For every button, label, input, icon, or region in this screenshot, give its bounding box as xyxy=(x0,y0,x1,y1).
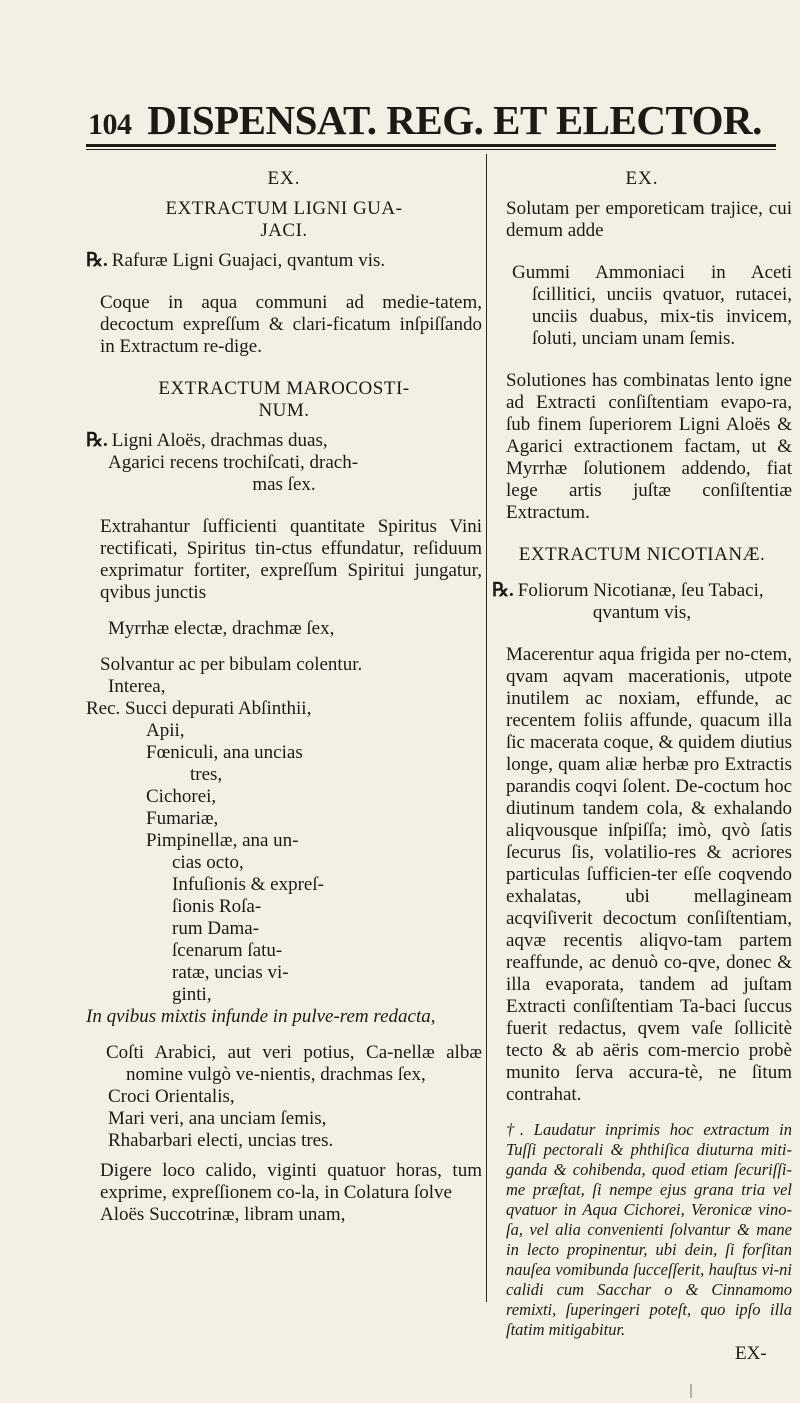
recipe-ingredient: rum Dama- xyxy=(172,918,260,939)
recipe-ingredient: tres, xyxy=(190,764,223,785)
recipe-ingredient: Ligni Aloës, drachmas duas, xyxy=(111,430,328,451)
instruction-paragraph: Solutam per emporeticam trajice, cui demum adde xyxy=(506,198,792,241)
recipe-title-cont: JACI. xyxy=(260,220,308,241)
recipe-title: EXTRACTUM NICOTIANÆ. xyxy=(518,544,766,565)
page-number: 104 xyxy=(88,108,132,141)
recipe-ingredient: qvantum vis, xyxy=(592,602,692,623)
recipe-ingredient: Agarici recens trochiſcati, drach- xyxy=(108,452,359,473)
instruction-paragraph: Coque in aqua communi ad medie-tatem, decoctum expreſſum & clari-ficatum inſpiſſando in Extractum re-dige. xyxy=(100,292,482,357)
recipe-ingredient: Cichorei, xyxy=(146,786,217,807)
recipe-ingredient: Fœniculi, ana uncias xyxy=(146,742,303,763)
recipe-title: EXTRACTUM LIGNI GUA- xyxy=(165,198,403,219)
recipe-line xyxy=(492,580,792,602)
instruction-line: Interea, xyxy=(108,676,166,697)
right-column xyxy=(492,168,792,1340)
recipe-line xyxy=(86,250,482,272)
recipe-sign-icon: ℞. xyxy=(86,430,108,451)
section-marker: EX. xyxy=(267,168,301,189)
section-marker: EX. xyxy=(625,168,659,189)
recipe-line: Rec. Succi depurati Abſinthii, xyxy=(86,698,312,719)
recipe-ingredient: mas ſex. xyxy=(252,474,316,495)
recipe-ingredient: ſionis Roſa- xyxy=(172,896,262,917)
recipe-title: EXTRACTUM MAROCOSTI- xyxy=(158,378,410,399)
recipe-ingredient: cias octo, xyxy=(172,852,244,873)
footnote: †. Laudatur inprimis hoc extractum in Tuſſi pectorali & phthiſica diuturna miti-ganda & cohibenda, quod etiam ſecuriſſi-me præſtat, ſi nempe ejus grana tria vel qvatuor in Aqua Cichorei, Veronicæ vino-ſa, vel alia convenienti ſolvantur & mane in lecto propinentur, ubi dein, ſi forſitan nauſea vomibunda ſucceſſerit, hauſtus vi-ni calidi cum Sacchar o & Cinnamomo remixti, ſuperingeri poteſt, quo ipſo illa ſtatim mitigabitur. xyxy=(506,1120,792,1339)
recipe-ingredient: Croci Orientalis, xyxy=(108,1086,235,1107)
recipe-ingredient: Mari veri, ana unciam ſemis, xyxy=(108,1108,327,1129)
recipe-ingredient: Fumariæ, xyxy=(146,808,219,829)
instruction-paragraph: Solutiones has combinatas lento igne ad Extracti conſiſtentiam evapo-ra, ſub finem ſuperiorem Ligni Aloës & Agarici extractionem factam, ut & Myrrhæ ſolutionem addendo, fiat lege artis juſtæ conſiſtentiæ Extractum. xyxy=(506,370,792,523)
left-column xyxy=(86,168,482,1226)
recipe-sign-icon: ℞. xyxy=(492,580,514,601)
recipe-ingredient: Aloës Succotrinæ, libram unam, xyxy=(100,1204,346,1225)
header-rule xyxy=(86,144,776,147)
recipe-ingredient: ſcenarum ſatu- xyxy=(172,940,283,961)
recipe-line xyxy=(86,430,482,452)
recipe-sign-icon: ℞. xyxy=(86,250,108,271)
recipe-ingredient: ratæ, uncias vi- xyxy=(172,962,289,983)
recipe-ingredient: Rhabarbari electi, uncias tres. xyxy=(108,1130,334,1151)
catchword: EX- xyxy=(735,1343,767,1364)
running-title: DISPENSAT. REG. ET ELECTOR. xyxy=(147,97,762,143)
recipe-ingredient: Pimpinellæ, ana un- xyxy=(146,830,299,851)
instruction-paragraph: In qvibus mixtis infunde in pulve-rem redacta, xyxy=(86,1006,436,1027)
column-divider xyxy=(486,154,487,1302)
recipe-ingredient: Foliorum Nicotianæ, ſeu Tabaci, xyxy=(517,580,764,601)
recipe-ingredient: Apii, xyxy=(146,720,185,741)
recipe-ingredient: Myrrhæ electæ, drachmæ ſex, xyxy=(108,618,335,639)
instruction-line: Solvantur ac per bibulam colentur. xyxy=(100,654,363,675)
instruction-paragraph: Extrahantur ſufficienti quantitate Spiritus Vini rectificati, Spiritus tin-ctus effundatur, reſiduum exprimatur fortiter, expreſſum Spiritui jungatur, qvibus junctis xyxy=(100,516,482,603)
running-header xyxy=(88,96,788,144)
recipe-ingredient: Infuſionis & expreſ- xyxy=(172,874,324,895)
header-rule-thin xyxy=(86,149,776,150)
ink-mark xyxy=(690,1384,692,1398)
recipe-title-cont: NUM. xyxy=(258,400,310,421)
recipe-ingredient: ginti, xyxy=(172,984,212,1005)
instruction-paragraph: Digere loco calido, viginti quatuor horas, tum exprime, expreſſionem co-la, in Colatura ſolve xyxy=(100,1160,482,1203)
instruction-paragraph: Macerentur aqua frigida per no-ctem, qvam aqvam macerationis, utpote inutilem ac noxiam, effunde, ac recentem foliis affunde, quacum illa ſic macerata coque, & quidem diutius longe, quam aliæ herbæ pro Extractis parandis coqvi ſolent. De-coctum hoc diutinum tandem cola, & exhalando aliqvousque inſpiſſa; imò, qvò ſatis ſecurus ſis, volatilio-res & acriores particulas ſufficien-ter eſſe coqvendo exhalatas, ubi mellagineam acqviſiverit decoctum conſiſtentiam, aqvæ recentis aliqvo-tam partem reaffunde, ac denuò co-qve, donec & illa evaporata, tandem ad juſtam Extracti conſiſtentiam Ta-baci ſuccus fuerit redactus, qvem vaſe ſollicitè tecto & ab aëris com-mercio probè munito ſerva accura-tè, ne ſitum contrahat. xyxy=(506,644,792,1105)
recipe-ingredient: Rafuræ Ligni Guajaci, qvantum vis. xyxy=(111,250,386,271)
recipe-ingredient: Gummi Ammoniaci in Aceti ſcillitici, unciis qvatuor, rutacei, unciis duabus, mix-tis invicem, ſoluti, unciam unam ſemis. xyxy=(512,262,792,349)
recipe-ingredient: Coſti Arabici, aut veri potius, Ca-nellæ albæ nomine vulgò ve-nientis, drachmas ſex, xyxy=(106,1042,482,1085)
